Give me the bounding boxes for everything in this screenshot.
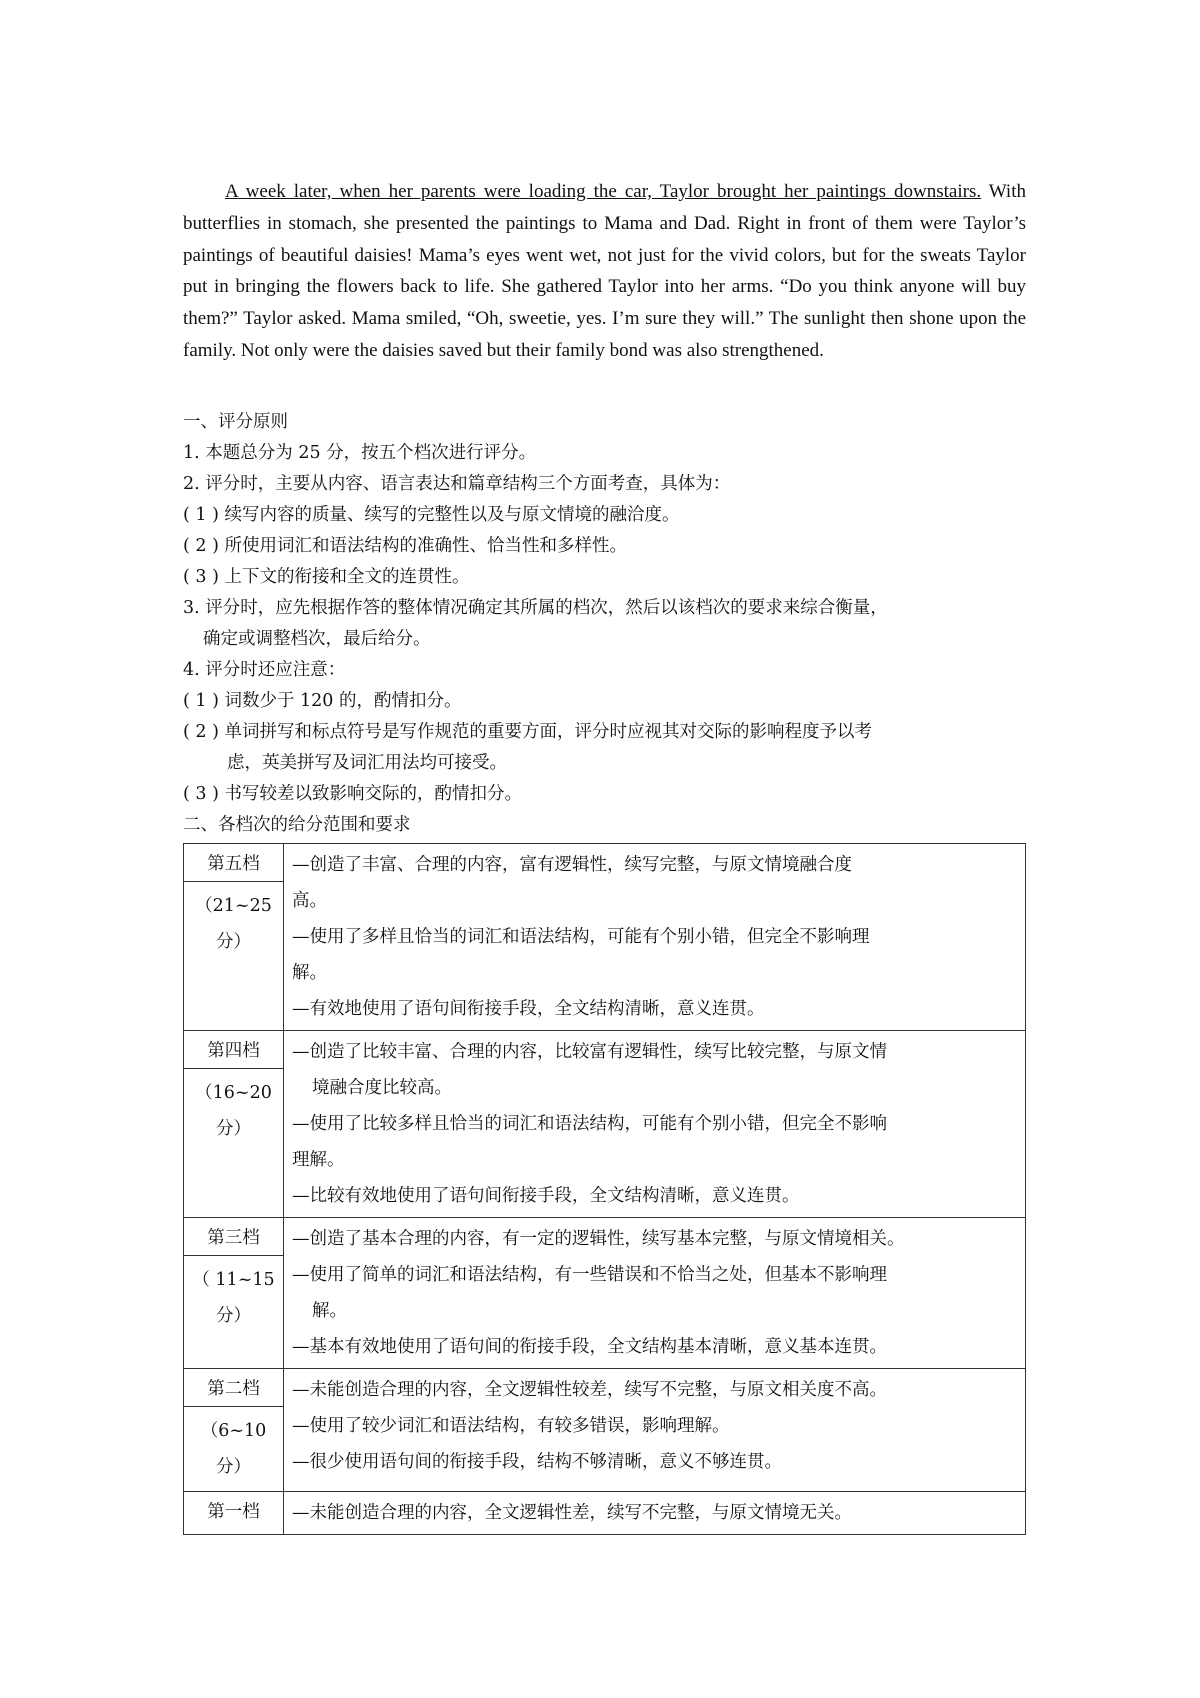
document-page — [183, 176, 1026, 1535]
criterion-structure: —很少使用语句间的衔接手段，结构不够清晰，意义不够连贯。 — [292, 1451, 782, 1472]
criterion-content: —未能创造合理的内容，全文逻辑性较差，续写不完整，与原文相关度不高。 — [292, 1379, 887, 1400]
principle-4-item-3: ( 3 ) 书写较差以致影响交际的，酌情扣分。 — [183, 783, 522, 804]
level-name: 第二档 — [184, 1369, 283, 1407]
level-range — [184, 1069, 283, 1153]
level-range — [184, 882, 283, 966]
principles-heading: 一、评分原则 — [183, 411, 288, 432]
range-line: 分） — [216, 1305, 251, 1326]
underlined-opening-sentence: A week later, when her parents were loading the car, Taylor brought her paintings downstairs. — [225, 181, 982, 202]
level-range — [184, 1407, 283, 1491]
scoring-principles — [183, 407, 1026, 841]
criterion-content: —创造了比较丰富、合理的内容，比较富有逻辑性，续写比较完整，与原文情 境融合度比较高。 — [292, 1041, 887, 1098]
scoring-levels-table — [183, 843, 1026, 1535]
table-row — [184, 1030, 1026, 1217]
criterion-structure: —有效地使用了语句间衔接手段，全文结构清晰，意义连贯。 — [292, 998, 765, 1019]
criterion-language: —使用了多样且恰当的词汇和语法结构，可能有个别小错，但完全不影响理 解。 — [292, 926, 870, 983]
level-description — [284, 1030, 1026, 1217]
principle-3: 3. 评分时，应先根据作答的整体情况确定其所属的档次，然后以该档次的要求来综合衡量， — [183, 597, 888, 618]
principle-3-continued: 确定或调整档次，最后给分。 — [203, 628, 431, 649]
criterion-content: —创造了丰富、合理的内容，富有逻辑性，续写完整，与原文情境融合度 高。 — [292, 854, 852, 911]
criterion-language: —使用了较少词汇和语法结构，有较多错误，影响理解。 — [292, 1415, 730, 1436]
principle-4: 4. 评分时还应注意： — [183, 659, 346, 680]
level-description — [284, 843, 1026, 1030]
principle-2-item-1: ( 1 ) 续写内容的质量、续写的完整性以及与原文情境的融洽度。 — [183, 504, 680, 525]
principle-1: 1. 本题总分为 25 分，按五个档次进行评分。 — [183, 442, 537, 463]
range-line: 分） — [216, 1118, 251, 1139]
range-line: （16~20 — [195, 1082, 272, 1103]
levels-heading: 二、各档次的给分范围和要求 — [183, 814, 411, 835]
range-line: （6~10 — [200, 1420, 267, 1441]
range-line: （21~25 — [195, 895, 272, 916]
range-line: （ 11~15 — [192, 1269, 275, 1290]
criterion-content: —创造了基本合理的内容，有一定的逻辑性，续写基本完整，与原文情境相关。 — [292, 1228, 905, 1249]
story-continuation: With butterflies in stomach, she presented the paintings to Mama and Dad. Right in front of them were Taylor’s paintings of beautiful daisies! Mama’s eyes went wet, not just for the vivid colors, but for the sweats Taylor put in bringing the flowers back to life. She gathered Taylor into her arms. “Do you think anyone will buy them?” Taylor asked. Mama smiled, “Oh, sweetie, yes. I’m sure they will.” The sunlight then shone upon the family. Not only were the daisies saved but their family bond was also strengthened. — [183, 181, 1026, 361]
range-line: 分） — [216, 1456, 251, 1477]
principle-2-item-2: ( 2 ) 所使用词汇和语法结构的准确性、恰当性和多样性。 — [183, 535, 627, 556]
criterion-structure: —比较有效地使用了语句间衔接手段，全文结构清晰，意义连贯。 — [292, 1185, 800, 1206]
level-name: 第三档 — [184, 1218, 283, 1256]
range-line: 分） — [216, 931, 251, 952]
level-cell — [184, 1368, 284, 1491]
level-description — [284, 1368, 1026, 1491]
level-description — [284, 1491, 1026, 1534]
level-range — [184, 1256, 283, 1340]
table-row — [184, 1217, 1026, 1368]
table-row — [184, 1491, 1026, 1534]
table-row — [184, 843, 1026, 1030]
level-name: 第一档 — [207, 1501, 260, 1522]
principle-2: 2. 评分时，主要从内容、语言表达和篇章结构三个方面考查，具体为： — [183, 473, 731, 494]
level-cell — [184, 843, 284, 1030]
level-cell — [184, 1491, 284, 1534]
principle-2-item-3: ( 3 ) 上下文的衔接和全文的连贯性。 — [183, 566, 470, 587]
table-row — [184, 1368, 1026, 1491]
criterion-content: —未能创造合理的内容，全文逻辑性差，续写不完整，与原文情境无关。 — [292, 1502, 852, 1523]
level-name: 第五档 — [184, 844, 283, 882]
level-description — [284, 1217, 1026, 1368]
criterion-language: —使用了简单的词汇和语法结构，有一些错误和不恰当之处，但基本不影响理 解。 — [292, 1264, 887, 1321]
principle-4-item-1: ( 1 ) 词数少于 120 的，酌情扣分。 — [183, 690, 462, 711]
criterion-structure: —基本有效地使用了语句间的衔接手段，全文结构基本清晰，意义基本连贯。 — [292, 1336, 887, 1357]
level-cell — [184, 1030, 284, 1217]
principle-4-item-2-continued: 虑，英美拼写及词汇用法均可接受。 — [227, 752, 507, 773]
principle-4-item-2: ( 2 ) 单词拼写和标点符号是写作规范的重要方面，评分时应视其对交际的影响程度予以考 — [183, 721, 872, 742]
story-paragraph — [183, 176, 1026, 367]
level-cell — [184, 1217, 284, 1368]
criterion-language: —使用了比较多样且恰当的词汇和语法结构，可能有个别小错，但完全不影响 理解。 — [292, 1113, 887, 1170]
level-name: 第四档 — [184, 1031, 283, 1069]
